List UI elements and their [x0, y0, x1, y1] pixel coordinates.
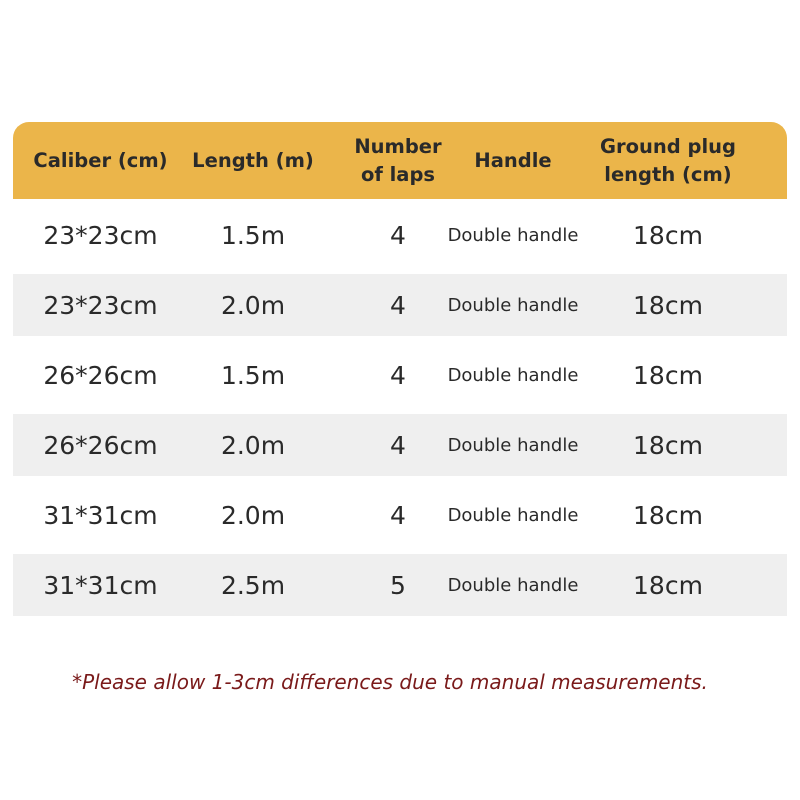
header-caliber: Caliber (cm)	[33, 148, 168, 172]
cell-plug-length: 18cm	[633, 360, 703, 390]
cell-laps: 4	[390, 500, 406, 530]
cell-caliber: 26*26cm	[43, 360, 158, 390]
cell-plug-length: 18cm	[633, 290, 703, 320]
cell-length: 2.0m	[220, 500, 286, 530]
cell-plug-length: 18cm	[633, 220, 703, 250]
table-header	[13, 122, 787, 199]
cell-length: 2.5m	[220, 570, 286, 600]
header-handle: Handle	[474, 148, 552, 172]
cell-length: 1.5m	[220, 360, 286, 390]
table-row	[13, 554, 787, 616]
cell-caliber: 31*31cm	[43, 500, 158, 530]
header-number-of-laps: Number of laps	[354, 134, 442, 186]
cell-laps: 4	[390, 430, 406, 460]
cell-handle: Double handle	[447, 294, 579, 316]
cell-laps: 4	[390, 360, 406, 390]
table-row	[13, 274, 787, 336]
measurement-note: *Please allow 1-3cm differences due to manual measurements.	[72, 670, 708, 694]
table-row	[13, 204, 787, 266]
table-row	[13, 344, 787, 406]
cell-handle: Double handle	[447, 364, 579, 386]
cell-handle: Double handle	[447, 504, 579, 526]
cell-caliber: 26*26cm	[43, 430, 158, 460]
cell-caliber: 31*31cm	[43, 570, 158, 600]
cell-laps: 4	[390, 220, 406, 250]
cell-plug-length: 18cm	[633, 570, 703, 600]
cell-length: 2.0m	[220, 430, 286, 460]
cell-handle: Double handle	[447, 434, 579, 456]
spec-table	[13, 122, 787, 616]
table-row	[13, 414, 787, 476]
header-ground-plug-length: Ground plug length (cm)	[599, 134, 736, 186]
table-row	[13, 484, 787, 546]
cell-plug-length: 18cm	[633, 430, 703, 460]
cell-length: 1.5m	[220, 220, 286, 250]
cell-laps: 5	[390, 570, 406, 600]
cell-handle: Double handle	[447, 224, 579, 246]
header-length: Length (m)	[192, 148, 314, 172]
cell-plug-length: 18cm	[633, 500, 703, 530]
cell-length: 2.0m	[220, 290, 286, 320]
cell-laps: 4	[390, 290, 406, 320]
cell-handle: Double handle	[447, 574, 579, 596]
cell-caliber: 23*23cm	[43, 220, 158, 250]
cell-caliber: 23*23cm	[43, 290, 158, 320]
